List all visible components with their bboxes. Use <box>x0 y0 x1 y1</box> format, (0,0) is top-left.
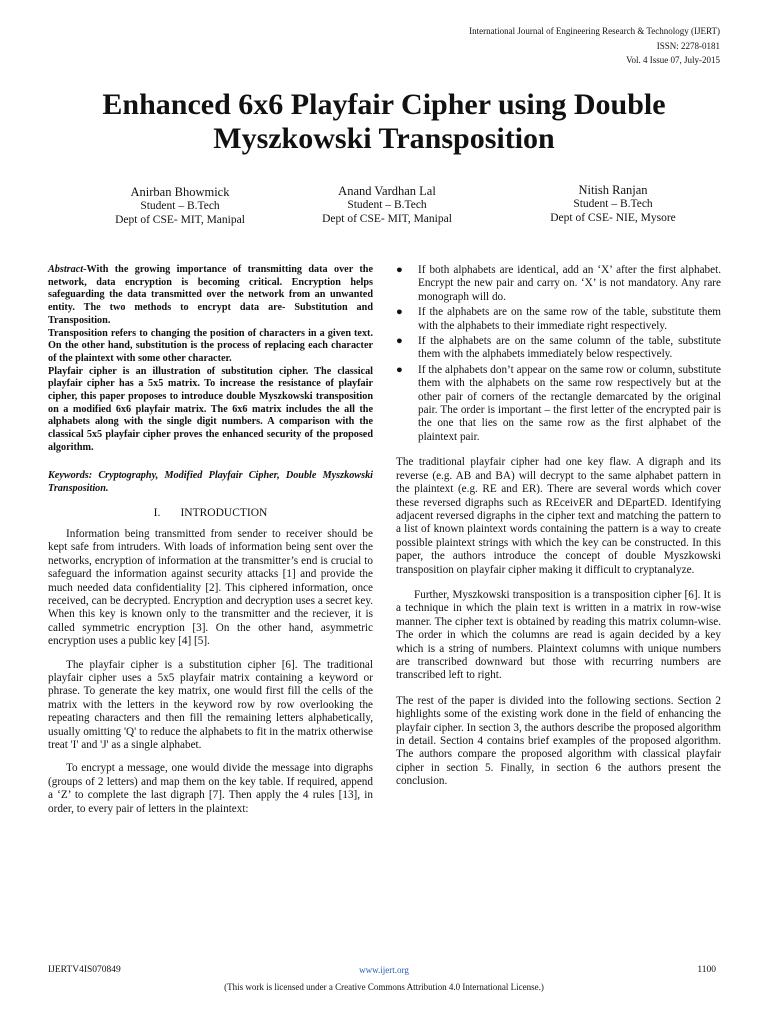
journal-issn: ISSN: 2278-0181 <box>656 40 720 51</box>
rules-list <box>396 264 721 444</box>
journal-url[interactable]: www.ijert.org <box>359 965 409 975</box>
author-name: Nitish Ranjan <box>578 183 648 197</box>
bullet-icon: ● <box>396 306 403 319</box>
abstract-label: Abstract- <box>48 264 87 275</box>
author-role: Student – B.Tech <box>140 200 220 212</box>
author-name: Anirban Bhowmick <box>130 185 230 199</box>
bullet-icon: ● <box>396 363 403 376</box>
author-dept: Dept of CSE- MIT, Manipal <box>322 212 452 225</box>
abstract-paragraph: Transposition refers to changing the position of characters in a given text. On the other hand, substitution is the process of replacing each character of the plaintext with some other character. <box>48 327 373 364</box>
abstract-paragraph: Playfair cipher is an illustration of substitution cipher. The classical playfair cipher has a 5x5 matrix. To increase the resistance of playfair cipher, this paper proposes to introduce double Myszkowski transposition on a modified 6x6 playfair matrix. The 6x6 matrix includes the all the alphabets along with the single digit numbers. A comparison with the classical 5x5 playfair cipher proves the enhanced security of the proposed algorithm. <box>48 365 373 453</box>
list-item <box>396 306 721 333</box>
author-block <box>523 182 703 225</box>
license-note: (This work is licensed under a Creative Commons Attribution 4.0 International License.) <box>224 982 544 992</box>
body-paragraph: To encrypt a message, one would divide the message into digraphs (groups of 2 letters) and map them on the key table. If required, append a ‘Z’ to complete the last digraph [7]. Then apply the 4 rules [13], in order, to every pair of letters in the plaintext: <box>48 762 373 815</box>
list-item <box>396 264 721 304</box>
author-name: Anand Vardhan Lal <box>338 184 436 198</box>
journal-header <box>469 24 720 68</box>
bullet-icon: ● <box>396 335 403 348</box>
rule-text: If both alphabets are identical, add an ‘X’ after the first alphabet. Encrypt the new pair and carry on. ‘X’ is not mandatory. Any rare monograph will do. <box>418 264 721 303</box>
body-paragraph: Information being transmitted from sender to receiver should be kept safe from intruders. With loads of information being sent over the networks, encryption of information at the transmitter’s end is crucial to safeguard the information against security attacks [1] and provide the much needed data confidentiality [2]. This ciphered information, once received, can be decrypted. Encryption and decryption uses a secret key. When this key is known only to the transmitter and the reciever, it is called symmetric encryption [3]. On the other hand, asymmetric encryption uses a public key [4] [5]. <box>48 527 373 648</box>
list-item <box>396 364 721 444</box>
list-item <box>396 335 721 362</box>
title-line-1: Enhanced 6x6 Playfair Cipher using Double <box>102 88 666 121</box>
paper-id: IJERTV4IS070849 <box>48 965 121 975</box>
rule-text: If the alphabets are on the same row of the table, substitute them with the alphabets to their immediate right respectively. <box>418 306 721 332</box>
journal-volume: Vol. 4 Issue 07, July-2015 <box>626 55 720 65</box>
body-paragraph: The traditional playfair cipher had one key flaw. A digraph and its reverse (e.g. AB and BA) will decrypt to the same alphabet pattern in the plaintext (e.g. RE and ER). There are several words which cover these reversed digraphs such as REceivER and DEpartED. Identifying adjacent reversed digraphs in the cipher text and matching the pattern to a list of known plaintext words containing the pattern is a way to create possible plaintext strings with which the key can be constructed. In this paper, the authors introduce the concept of double Myszkowski transposition on playfair cipher making it difficult to cryptanalyze. <box>396 456 721 576</box>
abstract-paragraph: With the growing importance of transmitting data over the network, data encryption is becoming critical. Encryption helps safeguarding the data transmitted over the network from an unwanted entity. The two methods to encrypt data are- Substitution and Transposition. <box>48 264 373 326</box>
section-number: I. <box>153 506 161 519</box>
journal-name: International Journal of Engineering Research & Technology (IJERT) <box>469 26 720 36</box>
rule-text: If the alphabets don’t appear on the same row or column, substitute them with the alphabets on the same row respectively but at the other pair of corners of the rectangle demarcated by the original pair. The order is important – the first letter of the encrypted pair is the one that lies on the same row as the first alphabet of the plaintext pair. <box>418 363 721 443</box>
rule-text: If the alphabets are on the same column of the table, substitute them with the alphabets immediately below respectively. <box>418 335 721 361</box>
author-block <box>297 183 477 226</box>
abstract <box>48 264 373 455</box>
journal-url-link[interactable] <box>0 965 768 975</box>
section-heading <box>48 507 373 520</box>
body-paragraph: Further, Myszkowski transposition is a transposition cipher [6]. It is a technique in which the plain text is written in a matrix in row-wise manner. The cipher text is obtained by reading this matrix column-wise. The order in which the columns are read is again decided by a key which is a string of numbers. Plaintext columns with unique numbers are transcribed downward but those with recurring numbers are transcribed left to right. <box>396 588 721 682</box>
author-role: Student – B.Tech <box>347 199 427 211</box>
page-number: 1100 <box>697 965 716 975</box>
author-block <box>90 184 270 227</box>
keywords: Keywords: Cryptography, Modified Playfair Cipher, Double Myszkowski Transposition. <box>48 469 373 494</box>
author-dept: Dept of CSE- MIT, Manipal <box>115 213 245 226</box>
title-line-2: Myszkowski Transposition <box>213 122 555 155</box>
right-column <box>396 264 721 801</box>
paper-title <box>40 88 728 156</box>
section-title: INTRODUCTION <box>180 506 268 519</box>
body-paragraph: The playfair cipher is a substitution cipher [6]. The traditional playfair cipher uses a 5x5 playfair matrix containing a keyword or phrase. To generate the key matrix, one would first fill the cells of the matrix with the letters in the keyword row by row overlooking the repeating characters and then fill the remaining letters alphabetically, usually omitting 'Q' to reduce the alphabets to fit in the matrix otherwise treat 'I' and 'J' as a single alphabet. <box>48 658 373 752</box>
left-column <box>48 264 373 826</box>
author-dept: Dept of CSE- NIE, Mysore <box>550 211 676 224</box>
author-role: Student – B.Tech <box>573 198 653 210</box>
bullet-icon: ● <box>396 264 403 276</box>
body-paragraph: The rest of the paper is divided into the following sections. Section 2 highlights some of the existing work done in the field of enhancing the playfair cipher. In section 3, the authors describe the proposed algorithm in detail. Section 4 contains brief examples of the proposed algorithm. The authors compare the proposed algorithm with classical playfair cipher in section 5. Finally, in section 6 the authors present the conclusion. <box>396 694 721 788</box>
